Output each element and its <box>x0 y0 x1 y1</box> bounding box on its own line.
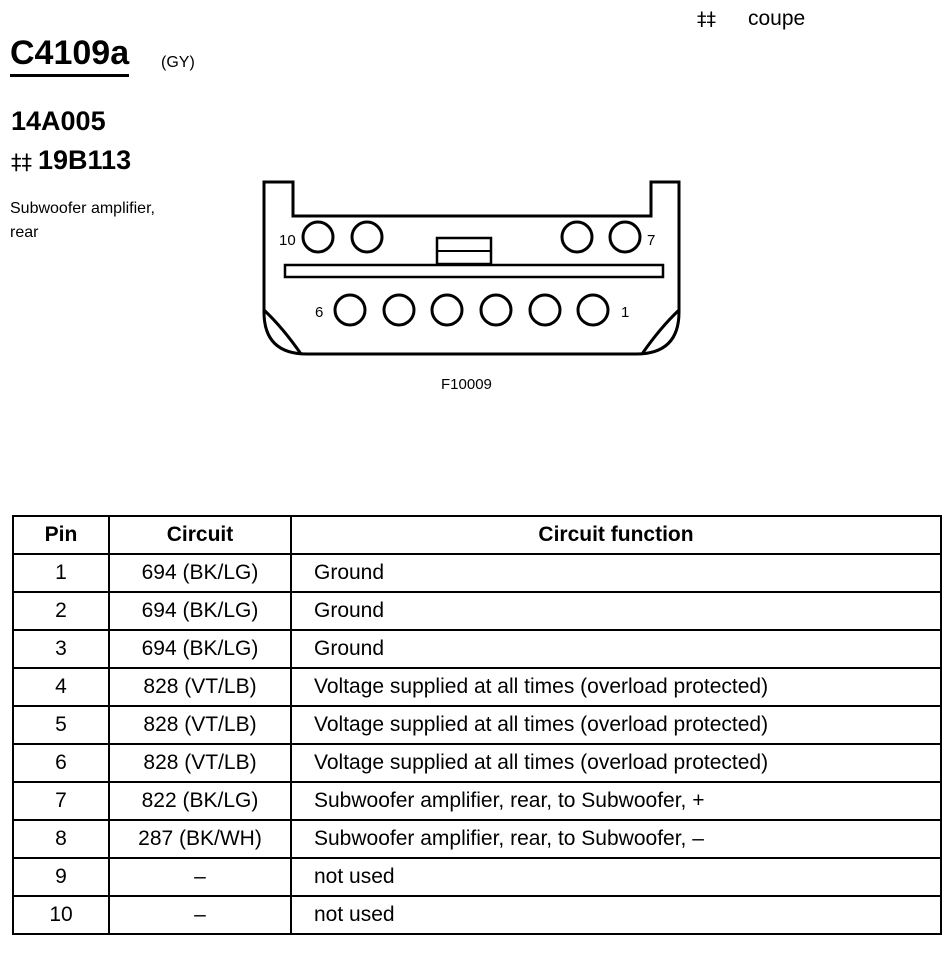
pin-cell: 7 <box>13 782 109 820</box>
component-description-line-2: rear <box>10 224 39 241</box>
pin-cell: 6 <box>13 744 109 782</box>
pin-cavity-9 <box>352 222 382 252</box>
pin-cell: 2 <box>13 592 109 630</box>
circuit-function-cell: Subwoofer amplifier, rear, to Subwoofer, + <box>291 782 941 820</box>
circuit-function-cell: Voltage supplied at all times (overload protected) <box>291 706 941 744</box>
column-header-circuit-function: Circuit function <box>291 516 941 554</box>
pin-cavity-8 <box>562 222 592 252</box>
circuit-cell: 828 (VT/LB) <box>109 744 291 782</box>
component-description-line-1: Subwoofer amplifier, <box>10 200 155 217</box>
table-row <box>13 896 941 934</box>
pin-cell: 5 <box>13 706 109 744</box>
circuit-cell: – <box>109 896 291 934</box>
table-row <box>13 630 941 668</box>
pin-label-1: 1 <box>621 304 630 321</box>
pin-label-10: 10 <box>279 232 296 249</box>
pin-label-7: 7 <box>647 232 656 249</box>
table-row <box>13 554 941 592</box>
table-row <box>13 782 941 820</box>
pin-label-6: 6 <box>315 304 324 321</box>
legend-symbol: ‡‡ <box>697 8 716 30</box>
circuit-function-cell: Subwoofer amplifier, rear, to Subwoofer, – <box>291 820 941 858</box>
table-row <box>13 858 941 896</box>
part-number-secondary: 19B113 <box>38 145 132 175</box>
table-row <box>13 706 941 744</box>
pin-cavity-4 <box>432 295 462 325</box>
pin-cavity-5 <box>384 295 414 325</box>
pin-cell: 9 <box>13 858 109 896</box>
circuit-cell: – <box>109 858 291 896</box>
pin-cell: 1 <box>13 554 109 592</box>
table-row <box>13 668 941 706</box>
connector-divider-rail <box>285 265 663 277</box>
circuit-cell: 694 (BK/LG) <box>109 630 291 668</box>
circuit-function-cell: Ground <box>291 592 941 630</box>
circuit-function-cell: Ground <box>291 630 941 668</box>
circuit-function-cell: Voltage supplied at all times (overload protected) <box>291 668 941 706</box>
circuit-cell: 694 (BK/LG) <box>109 592 291 630</box>
pin-cavity-1 <box>578 295 608 325</box>
pin-cavity-2 <box>530 295 560 325</box>
table-row <box>13 820 941 858</box>
column-header-pin: Pin <box>13 516 109 554</box>
pin-cavity-10 <box>303 222 333 252</box>
circuit-function-cell: not used <box>291 896 941 934</box>
circuit-cell: 822 (BK/LG) <box>109 782 291 820</box>
part-number-secondary-symbol: ‡‡ <box>11 150 32 174</box>
table-row <box>13 592 941 630</box>
circuit-cell: 828 (VT/LB) <box>109 668 291 706</box>
connector-face-diagram <box>255 172 695 362</box>
pin-cell: 4 <box>13 668 109 706</box>
table-row <box>13 744 941 782</box>
pin-cell: 8 <box>13 820 109 858</box>
circuit-function-cell: not used <box>291 858 941 896</box>
part-number-primary: 14A005 <box>11 106 106 136</box>
pin-cavity-6 <box>335 295 365 325</box>
circuit-cell: 694 (BK/LG) <box>109 554 291 592</box>
pin-cell: 10 <box>13 896 109 934</box>
column-header-circuit: Circuit <box>109 516 291 554</box>
figure-code: F10009 <box>441 376 492 393</box>
pinout-table <box>12 515 942 935</box>
circuit-cell: 828 (VT/LB) <box>109 706 291 744</box>
legend-text: coupe <box>748 7 806 30</box>
connector-color-code: (GY) <box>161 54 195 71</box>
table-header-row <box>13 516 941 554</box>
circuit-function-cell: Ground <box>291 554 941 592</box>
circuit-cell: 287 (BK/WH) <box>109 820 291 858</box>
pin-cavity-7 <box>610 222 640 252</box>
pin-cavity-3 <box>481 295 511 325</box>
connector-id: C4109a <box>10 34 129 77</box>
circuit-function-cell: Voltage supplied at all times (overload protected) <box>291 744 941 782</box>
pin-cell: 3 <box>13 630 109 668</box>
